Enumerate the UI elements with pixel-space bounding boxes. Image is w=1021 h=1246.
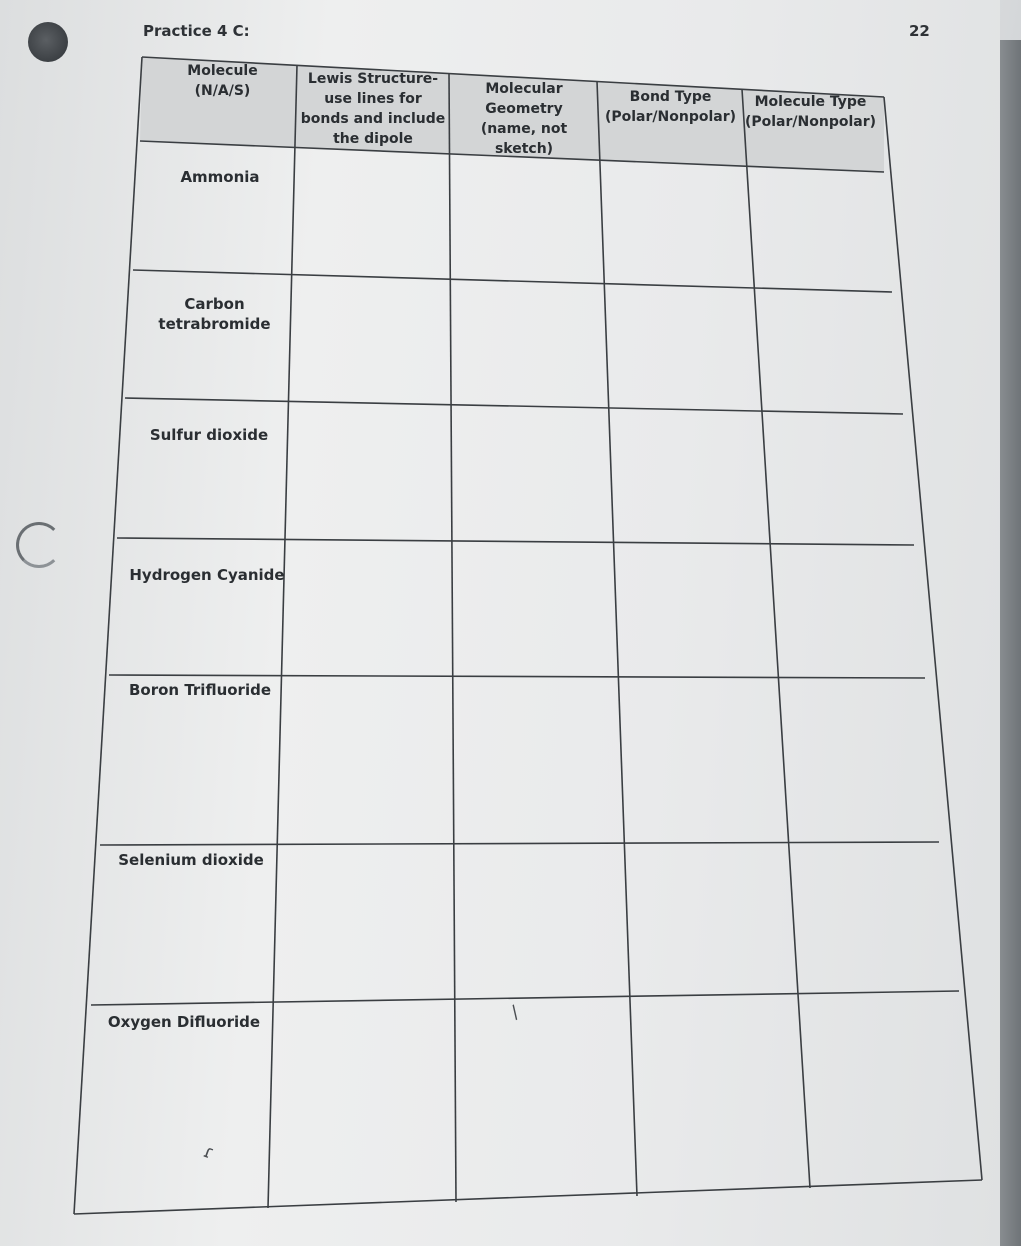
column-header-molecule: Molecule (N/A/S) (187, 63, 258, 99)
column-header-lewis-structure: Lewis Structure- use lines for bonds and include the dipole (300, 71, 446, 147)
practice-title: Practice 4 C: (143, 22, 250, 40)
molecule-name-carbon-tetrabromide: Carbon tetrabromide (158, 295, 271, 333)
molecule-name-sulfur-dioxide: Sulfur dioxide (149, 426, 269, 444)
column-header-molecule-type: Molecule Type (Polar/Nonpolar) (744, 94, 877, 130)
pencil-mark: / (507, 1001, 523, 1024)
molecule-name-hydrogen-cyanide: Hydrogen Cyanide (129, 566, 285, 584)
molecule-name-boron-trifluoride: Boron Trifluoride (128, 681, 272, 699)
pencil-mark: ɾ (200, 1141, 217, 1164)
molecule-name-ammonia: Ammonia (180, 168, 260, 186)
molecule-name-selenium-dioxide: Selenium dioxide (118, 851, 264, 869)
molecule-name-oxygen-difluoride: Oxygen Difluoride (107, 1013, 261, 1031)
column-header-molecular-geometry: Molecular Geometry (name, not sketch) (480, 81, 568, 157)
column-header-bond-type: Bond Type (Polar/Nonpolar) (604, 89, 737, 125)
page-number: 22 (909, 22, 930, 40)
